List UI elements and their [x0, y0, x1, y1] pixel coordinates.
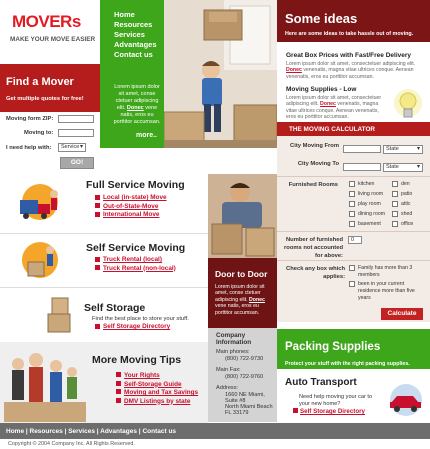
intro-link[interactable]: Donec — [126, 105, 144, 111]
from-zip-label: Moving form ZIP: — [6, 116, 54, 122]
family-option: Family has more than 3 members — [358, 265, 413, 278]
auto-title: Auto Transport — [285, 377, 357, 388]
truck-nonlocal-link[interactable]: Truck Rental (non-local) — [103, 264, 176, 272]
door-link[interactable]: Donec — [249, 296, 265, 303]
truck-local-link[interactable]: Truck Rental (local) — [103, 256, 162, 263]
packing-supplies-banner[interactable] — [277, 329, 430, 369]
room-checkbox[interactable] — [392, 221, 398, 227]
storage-directory-link[interactable]: Self Storage Directory — [300, 408, 365, 415]
footer-nav: Home | Resources | Services | Advantages | Contact us — [0, 423, 430, 439]
room-option: basement — [358, 221, 381, 227]
room-option: patio — [401, 191, 413, 197]
tip-link[interactable]: Self-Storage Guide — [124, 380, 182, 388]
car-icon — [387, 383, 425, 417]
copyright: Copyright © 2004 Company Inc. All Rights Reserved. — [8, 441, 135, 447]
idea-link[interactable]: Donec — [286, 67, 302, 74]
auto-link-item — [293, 408, 365, 415]
fax-label: Main Fax: — [216, 367, 241, 373]
self-service-section — [0, 234, 208, 286]
packing-title: Packing Supplies — [285, 341, 381, 353]
find-mover-banner — [0, 64, 100, 112]
calculator-title: THE MOVING CALCULATOR — [289, 126, 376, 133]
ideas-title: Some ideas — [285, 11, 358, 26]
room-option: attic — [401, 201, 411, 207]
family-photo — [4, 350, 86, 422]
service-select[interactable]: Service ▾ — [58, 143, 86, 152]
address-line: 1660 NE Miami, — [225, 392, 265, 398]
idea-text: Lorem ipsum dolor sit amet, consectetuer adipiscing elit. Donec venenatis, magna vitae ultrices conque. Aenean venenatis, eros eu porttitor accumsan. — [286, 95, 382, 121]
ideas-header — [277, 0, 430, 42]
phone-value: (800) 722-9730 — [225, 356, 264, 362]
room-option: dining room — [358, 211, 386, 217]
storage-directory-link[interactable]: Self Storage Directory — [103, 323, 171, 330]
nav-advantages[interactable]: Advantages — [114, 40, 157, 49]
more-link[interactable]: more.. — [136, 132, 158, 139]
top-navigation — [100, 0, 164, 148]
auto-text: Need help moving your car to your new home? — [299, 394, 373, 407]
footer-home[interactable]: Home — [6, 428, 25, 435]
section-title: More Moving Tips — [92, 354, 182, 366]
family-checkbox[interactable] — [349, 265, 355, 271]
company-info — [208, 328, 277, 422]
from-zip-input[interactable] — [58, 115, 94, 123]
help-label: I need help with: — [6, 145, 52, 151]
mover-illustration — [16, 238, 66, 282]
idea-heading: Moving Supplies - Low — [286, 86, 357, 93]
room-checkbox[interactable] — [392, 211, 398, 217]
room-checkbox[interactable] — [349, 181, 355, 187]
idea-heading: Great Box Prices with Fast/Free Delivery — [286, 52, 411, 59]
tips-list — [116, 372, 198, 406]
residence-option: been in your current residence more than five years — [358, 281, 415, 301]
city-to-label: City Moving To — [297, 161, 339, 167]
hero-photo-boy-with-boxes — [164, 0, 277, 148]
ideas-subtitle: Here are some ideas to take hassle out of moving. — [285, 31, 414, 37]
room-option: living room — [358, 191, 384, 197]
calculator-header — [277, 122, 430, 136]
phone-label: Main phones: — [216, 349, 250, 355]
self-storage-section — [0, 288, 208, 342]
nav-home[interactable]: Home — [114, 10, 135, 19]
room-checkbox[interactable] — [392, 191, 398, 197]
room-checkbox[interactable] — [349, 201, 355, 207]
footer-advantages[interactable]: Advantages — [100, 428, 137, 435]
applies-label: Check any box which applies: — [286, 266, 345, 280]
rooms-label: Furnished Rooms — [288, 182, 338, 188]
international-link[interactable]: International Move — [103, 211, 160, 218]
room-checkbox[interactable] — [349, 211, 355, 217]
logo[interactable] — [0, 0, 100, 64]
intro-text: Lorem ipsum dolor sit amet, conse ctetuer adipiscing elit. Donec vene natis, eros eu porttitor accumsan. — [113, 84, 161, 125]
address-label: Address: — [216, 385, 239, 391]
room-option: kitchen — [358, 181, 375, 187]
nav-services[interactable]: Services — [114, 30, 145, 39]
room-checkbox[interactable] — [349, 221, 355, 227]
footer-resources[interactable]: Resources — [29, 428, 63, 435]
moving-tips-section — [0, 342, 208, 423]
city-to-input[interactable] — [343, 163, 381, 171]
section-title: Self Service Moving — [86, 242, 186, 254]
find-mover-subtitle: Get multiple quotes for free! — [6, 96, 84, 102]
local-move-link[interactable]: Local (in-state) Move — [103, 194, 167, 201]
city-from-label: City Moving From — [290, 143, 339, 149]
room-checkbox[interactable] — [392, 181, 398, 187]
moving-calculator — [277, 136, 430, 322]
box-stack-illustration — [46, 294, 72, 334]
section-title: Self Storage — [84, 302, 146, 314]
door-title: Door to Door — [215, 269, 268, 279]
tip-link[interactable]: Moving and Tax Savings — [124, 389, 199, 396]
room-checkbox[interactable] — [392, 201, 398, 207]
footer-contact[interactable]: Contact us — [142, 428, 177, 435]
extra-rooms-label: Number of furnished rooms not accounted for above: — [284, 237, 343, 259]
brand-name: MOVERs — [12, 12, 81, 31]
go-button[interactable]: GO! — [60, 157, 94, 169]
section-title: Full Service Moving — [86, 179, 185, 191]
lightbulb-icon — [393, 88, 423, 122]
fax-value: (800) 722-9760 — [225, 374, 264, 380]
find-mover-form — [0, 112, 100, 174]
find-mover-title: Find a Mover — [6, 76, 74, 88]
mover-truck-illustration — [14, 180, 66, 224]
tip-link[interactable]: Your Rights — [124, 372, 160, 379]
out-of-state-link[interactable]: Out-of-State-Move — [103, 202, 159, 210]
room-option: shed — [401, 211, 413, 217]
man-with-boxes-photo — [208, 174, 277, 258]
residence-checkbox[interactable] — [349, 281, 355, 287]
extra-rooms-input[interactable]: 0 — [348, 236, 362, 244]
full-service-section — [0, 174, 208, 232]
address-line: Suite #8 — [225, 398, 246, 404]
nav-contact[interactable]: Contact us — [114, 50, 153, 59]
to-input[interactable] — [58, 129, 94, 137]
room-checkbox[interactable] — [349, 191, 355, 197]
company-title: Company Information — [216, 332, 252, 347]
idea-text: Lorem ipsum dolor sit amet, consectetuer adipiscing elit. Donec venenatis, magna vitae ultrices conque. Aenean venenatis, eros eu porttitor accumsan. — [286, 61, 416, 80]
door-text: Lorem ipsum dolor sit amet, conse ctetuer adipiscing elit. Donec vene natis, eros eu porttitor accumsan. — [215, 284, 265, 316]
address-line: FL 33179 — [225, 410, 249, 416]
city-from-input[interactable] — [343, 145, 381, 153]
packing-subtitle: Protect your stuff with the right packing supplies. — [285, 361, 410, 367]
to-label: Moving to: — [24, 130, 54, 136]
footer-services[interactable]: Services — [68, 428, 95, 435]
door-to-door-box — [208, 258, 277, 328]
tip-link[interactable]: DMV Listings by state — [124, 397, 191, 405]
storage-text: Find the best place to store your stuff. — [92, 316, 189, 322]
room-option: play room — [358, 201, 381, 207]
address-line: North Miami Beach — [225, 404, 273, 410]
calculate-button[interactable]: Calculate — [381, 308, 423, 320]
auto-transport-section — [277, 369, 430, 423]
ideas-list — [277, 42, 430, 122]
state-to-select[interactable]: State ▾ — [383, 163, 423, 172]
nav-resources[interactable]: Resources — [114, 20, 153, 29]
room-option: den — [401, 181, 410, 187]
state-from-select[interactable]: State ▾ — [383, 145, 423, 154]
idea-link[interactable]: Donec — [320, 101, 336, 108]
room-option: office — [401, 221, 414, 227]
brand-tagline: MAKE YOUR MOVE EASIER — [10, 36, 96, 43]
